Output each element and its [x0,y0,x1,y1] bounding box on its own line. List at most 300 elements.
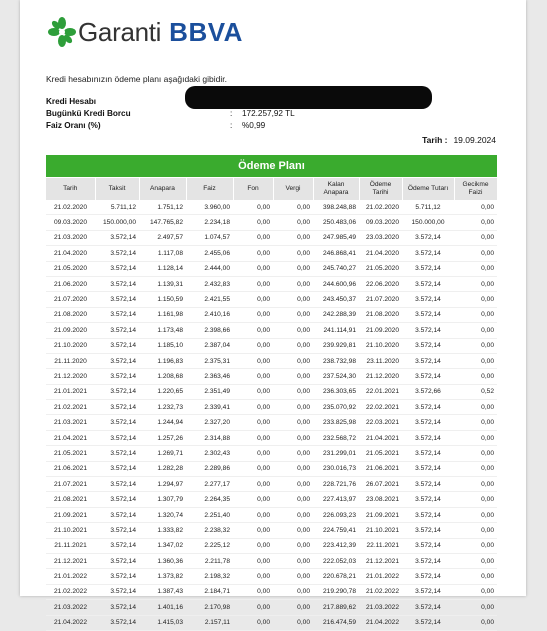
table-cell: 2.314,88 [186,430,233,445]
table-cell: 1.185,10 [139,338,186,353]
table-cell: 1.220,65 [139,384,186,399]
table-cell: 242.288,39 [313,307,359,322]
table-cell: 2.327,20 [186,415,233,430]
table-cell: 23.11.2020 [359,353,402,368]
table-cell: 3.572,14 [402,338,454,353]
table-cell: 216.474,59 [313,615,359,630]
table-cell: 3.572,14 [402,230,454,245]
table-row [46,430,497,445]
table-cell: 3.572,14 [95,600,139,615]
table-cell: 0,00 [273,446,313,461]
table-cell: 3.572,14 [402,553,454,568]
table-cell: 3.572,14 [95,461,139,476]
table-cell: 3.572,14 [402,292,454,307]
table-cell: 3.572,14 [402,461,454,476]
table-cell: 0,00 [233,230,273,245]
table-cell: 0,00 [273,353,313,368]
table-cell: 26.07.2021 [359,477,402,492]
table-cell: 1.751,12 [139,200,186,215]
table-cell: 0,00 [454,200,497,215]
table-cell: 21.04.2022 [46,615,95,630]
table-cell: 1.294,97 [139,477,186,492]
table-cell: 0,00 [454,523,497,538]
table-cell: 1.244,94 [139,415,186,430]
table-cell: 3.572,14 [95,430,139,445]
table-cell: 3.572,14 [95,384,139,399]
table-cell: 21.06.2021 [46,461,95,476]
table-cell: 0,00 [233,261,273,276]
table-cell: 0,00 [233,246,273,261]
table-cell: 0,00 [273,615,313,630]
table-cell: 21.02.2022 [46,584,95,599]
table-cell: 0,00 [454,338,497,353]
table-cell: 0,00 [454,307,497,322]
table-cell: 0,00 [273,553,313,568]
table-cell: 150.000,00 [95,215,139,230]
table-cell: 236.303,65 [313,384,359,399]
payment-plan-table [46,178,498,631]
table-row [46,369,497,384]
faiz-colon: : [230,121,233,130]
table-cell: 0,00 [233,415,273,430]
table-cell: 21.04.2021 [359,430,402,445]
table-cell: 1.139,31 [139,276,186,291]
table-cell: 227.413,97 [313,492,359,507]
table-row [46,307,497,322]
col-header: Anapara [139,178,186,200]
table-cell: 21.02.2022 [359,584,402,599]
garanti-bbva-logo [49,14,243,50]
table-cell: 1.401,16 [139,600,186,615]
table-cell: 0,00 [454,507,497,522]
table-cell: 2.497,57 [139,230,186,245]
table-cell: 3.572,14 [95,584,139,599]
table-cell: 222.052,03 [313,553,359,568]
table-cell: 223.412,39 [313,538,359,553]
table-row [46,261,497,276]
table-cell: 0,00 [454,430,497,445]
table-cell: 3.572,14 [402,538,454,553]
table-row [46,215,497,230]
table-row [46,292,497,307]
table-cell: 0,00 [233,507,273,522]
table-cell: 3.572,14 [95,230,139,245]
table-cell: 21.04.2022 [359,615,402,630]
table-cell: 3.572,14 [402,584,454,599]
table-cell: 0,00 [454,461,497,476]
plan-title-bar: Ödeme Planı [46,155,497,177]
table-cell: 2.289,86 [186,461,233,476]
table-cell: 1.128,14 [139,261,186,276]
table-cell: 0,00 [454,615,497,630]
table-cell: 0,00 [233,584,273,599]
table-cell: 226.093,23 [313,507,359,522]
table-cell: 232.568,72 [313,430,359,445]
table-cell: 0,00 [454,246,497,261]
table-cell: 243.450,37 [313,292,359,307]
table-cell: 250.483,06 [313,215,359,230]
table-cell: 0,00 [273,400,313,415]
table-cell: 1.196,83 [139,353,186,368]
table-cell: 21.09.2020 [46,323,95,338]
table-cell: 2.398,66 [186,323,233,338]
table-cell: 3.572,14 [95,477,139,492]
table-cell: 0,00 [233,461,273,476]
table-cell: 2.302,43 [186,446,233,461]
table-cell: 0,00 [273,492,313,507]
table-cell: 1.150,59 [139,292,186,307]
table-cell: 21.03.2022 [46,600,95,615]
table-cell: 21.02.2021 [46,400,95,415]
table-cell: 3.572,14 [95,276,139,291]
table-cell: 3.572,14 [402,600,454,615]
table-cell: 241.114,91 [313,323,359,338]
table-cell: 0,00 [233,400,273,415]
table-cell: 1.269,71 [139,446,186,461]
table-cell: 220.678,21 [313,569,359,584]
table-cell: 2.198,32 [186,569,233,584]
table-cell: 23.08.2021 [359,492,402,507]
table-cell: 22.11.2021 [359,538,402,553]
table-cell: 0,00 [273,369,313,384]
table-row [46,600,497,615]
table-row [46,538,497,553]
table-cell: 235.070,92 [313,400,359,415]
table-cell: 0,00 [273,415,313,430]
table-cell: 0,00 [233,384,273,399]
table-cell: 3.572,14 [95,538,139,553]
table-cell: 1.074,57 [186,230,233,245]
table-cell: 3.572,14 [402,507,454,522]
table-cell: 0,00 [454,446,497,461]
table-cell: 0,00 [273,230,313,245]
borc-value: 172.257,92 TL [242,109,295,118]
table-cell: 3.572,14 [95,400,139,415]
col-header: Taksit [95,178,139,200]
table-row [46,323,497,338]
table-cell: 2.410,16 [186,307,233,322]
table-row [46,400,497,415]
table-cell: 3.572,14 [95,523,139,538]
table-cell: 21.12.2020 [359,369,402,384]
table-cell: 21.02.2020 [46,200,95,215]
table-row [46,553,497,568]
date-value: 19.09.2024 [453,135,496,145]
table-cell: 3.572,14 [402,569,454,584]
table-body [46,200,497,630]
table-cell: 0,00 [454,584,497,599]
table-cell: 3.572,14 [402,477,454,492]
table-cell: 2.211,78 [186,553,233,568]
table-cell: 3.572,14 [402,446,454,461]
table-cell: 3.572,14 [95,507,139,522]
table-row [46,584,497,599]
col-header: Kalan Anapara [313,178,359,200]
table-cell: 3.572,14 [95,569,139,584]
table-cell: 238.732,98 [313,353,359,368]
table-cell: 3.572,14 [402,523,454,538]
table-cell: 21.02.2020 [359,200,402,215]
table-cell: 3.572,14 [402,369,454,384]
table-cell: 21.05.2020 [359,261,402,276]
table-cell: 2.387,04 [186,338,233,353]
table-cell: 21.01.2021 [46,384,95,399]
table-row [46,569,497,584]
table-cell: 1.333,82 [139,523,186,538]
table-cell: 0,00 [233,323,273,338]
table-cell: 0,52 [454,384,497,399]
table-cell: 1.373,82 [139,569,186,584]
table-cell: 0,00 [273,338,313,353]
table-cell: 0,00 [273,384,313,399]
table-cell: 0,00 [233,307,273,322]
table-cell: 0,00 [454,323,497,338]
table-cell: 3.572,14 [95,292,139,307]
table-cell: 1.360,36 [139,553,186,568]
table-cell: 1.232,73 [139,400,186,415]
table-cell: 0,00 [454,569,497,584]
col-header: Fon [233,178,273,200]
table-cell: 3.572,14 [95,261,139,276]
table-cell: 0,00 [273,430,313,445]
date-label: Tarih : [422,135,448,145]
table-cell: 3.572,66 [402,384,454,399]
table-cell: 2.455,06 [186,246,233,261]
table-cell: 1.347,02 [139,538,186,553]
table-cell: 3.572,14 [402,323,454,338]
table-cell: 0,00 [454,415,497,430]
table-cell: 147.765,82 [139,215,186,230]
table-cell: 0,00 [454,400,497,415]
table-cell: 219.290,78 [313,584,359,599]
table-cell: 1.282,28 [139,461,186,476]
table-cell: 3.572,14 [402,307,454,322]
table-cell: 1.320,74 [139,507,186,522]
table-cell: 21.08.2021 [46,492,95,507]
table-cell: 0,00 [454,261,497,276]
table-cell: 21.12.2020 [46,369,95,384]
table-cell: 0,00 [273,461,313,476]
table-cell: 247.985,49 [313,230,359,245]
table-cell: 0,00 [233,369,273,384]
table-cell: 21.11.2020 [46,353,95,368]
table-cell: 3.572,14 [402,492,454,507]
col-header: Gecikme Faizi [454,178,497,200]
col-header: Vergi [273,178,313,200]
table-cell: 1.173,48 [139,323,186,338]
kredi-hesabi-label: Kredi Hesabı [46,97,97,106]
table-row [46,415,497,430]
table-cell: 5.711,12 [402,200,454,215]
table-cell: 0,00 [233,492,273,507]
table-cell: 1.117,08 [139,246,186,261]
table-cell: 0,00 [454,369,497,384]
table-cell: 3.572,14 [95,446,139,461]
col-header: Ödeme Tutarı [402,178,454,200]
table-cell: 2.225,12 [186,538,233,553]
table-cell: 21.03.2021 [46,415,95,430]
table-cell: 0,00 [273,276,313,291]
col-header: Ödeme Tarihi [359,178,402,200]
table-cell: 2.238,32 [186,523,233,538]
table-cell: 244.600,96 [313,276,359,291]
table-cell: 3.572,14 [95,553,139,568]
table-cell: 21.09.2021 [359,507,402,522]
table-cell: 1.208,68 [139,369,186,384]
table-cell: 3.572,14 [402,415,454,430]
table-cell: 3.572,14 [95,369,139,384]
table-cell: 237.524,30 [313,369,359,384]
table-row [46,230,497,245]
table-cell: 2.339,41 [186,400,233,415]
table-cell: 0,00 [273,569,313,584]
table-cell: 21.08.2020 [359,307,402,322]
table-cell: 21.04.2020 [359,246,402,261]
table-cell: 239.929,81 [313,338,359,353]
table-cell: 0,00 [233,553,273,568]
table-cell: 3.572,14 [402,430,454,445]
table-cell: 22.03.2021 [359,415,402,430]
table-cell: 21.09.2020 [359,323,402,338]
table-cell: 21.05.2021 [359,446,402,461]
table-cell: 5.711,12 [95,200,139,215]
brand-garanti: Garanti [78,16,162,47]
table-cell: 3.572,14 [95,415,139,430]
table-cell: 21.10.2021 [359,523,402,538]
table-cell: 22.06.2020 [359,276,402,291]
table-cell: 21.01.2022 [359,569,402,584]
table-cell: 2.184,71 [186,584,233,599]
table-cell: 0,00 [273,584,313,599]
table-cell: 21.05.2020 [46,261,95,276]
borc-colon: : [230,109,233,118]
table-cell: 0,00 [273,600,313,615]
table-cell: 0,00 [233,353,273,368]
table-cell: 224.759,41 [313,523,359,538]
table-cell: 21.11.2021 [46,538,95,553]
table-cell: 0,00 [273,538,313,553]
faiz-label: Faiz Oranı (%) [46,121,101,130]
table-cell: 21.05.2021 [46,446,95,461]
table-cell: 3.572,14 [95,353,139,368]
table-cell: 21.06.2020 [46,276,95,291]
table-cell: 0,00 [454,276,497,291]
table-cell: 0,00 [273,261,313,276]
table-cell: 21.04.2021 [46,430,95,445]
table-cell: 233.825,98 [313,415,359,430]
table-cell: 0,00 [233,292,273,307]
table-cell: 0,00 [233,276,273,291]
table-cell: 2.432,83 [186,276,233,291]
table-cell: 3.572,14 [95,615,139,630]
table-cell: 150.000,00 [402,215,454,230]
table-cell: 3.572,14 [402,276,454,291]
table-cell: 21.10.2020 [359,338,402,353]
table-cell: 0,00 [273,246,313,261]
table-row [46,492,497,507]
table-cell: 0,00 [454,215,497,230]
table-cell: 21.12.2021 [46,553,95,568]
table-row [46,477,497,492]
table-cell: 2.170,98 [186,600,233,615]
table-cell: 3.572,14 [95,492,139,507]
table-cell: 2.277,17 [186,477,233,492]
table-cell: 0,00 [273,323,313,338]
table-row [46,246,497,261]
table-cell: 0,00 [233,477,273,492]
table-cell: 1.415,03 [139,615,186,630]
table-cell: 217.889,62 [313,600,359,615]
borc-label: Bugünkü Kredi Borcu [46,109,131,118]
table-cell: 0,00 [273,523,313,538]
table-cell: 0,00 [233,538,273,553]
table-row [46,446,497,461]
col-header: Tarih [46,178,95,200]
table-cell: 0,00 [454,292,497,307]
table-cell: 2.375,31 [186,353,233,368]
table-cell: 21.07.2020 [46,292,95,307]
table-cell: 2.351,49 [186,384,233,399]
table-cell: 0,00 [233,430,273,445]
date-line [422,135,496,145]
table-cell: 3.572,14 [402,400,454,415]
table-cell: 3.572,14 [402,246,454,261]
table-cell: 23.03.2020 [359,230,402,245]
table-cell: 246.868,41 [313,246,359,261]
table-cell: 0,00 [454,600,497,615]
table-cell: 1.161,98 [139,307,186,322]
table-cell: 0,00 [454,230,497,245]
table-cell: 2.251,40 [186,507,233,522]
table-cell: 21.08.2020 [46,307,95,322]
table-cell: 3.572,14 [95,323,139,338]
redaction-bar [185,86,432,109]
faiz-value: %0,99 [242,121,266,130]
table-row [46,276,497,291]
table-cell: 3.572,14 [402,353,454,368]
table-cell: 398.248,88 [313,200,359,215]
table-cell: 21.06.2021 [359,461,402,476]
table-cell: 0,00 [273,307,313,322]
table-cell: 0,00 [233,215,273,230]
table-cell: 2.444,00 [186,261,233,276]
table-cell: 1.387,43 [139,584,186,599]
table-row [46,461,497,476]
table-cell: 21.07.2021 [46,477,95,492]
table-cell: 21.10.2020 [46,338,95,353]
table-cell: 0,00 [454,553,497,568]
brand-bbva: BBVA [169,16,243,47]
table-header-row [46,178,497,200]
table-cell: 3.572,14 [95,246,139,261]
table-cell: 22.01.2021 [359,384,402,399]
table-cell: 21.03.2020 [46,230,95,245]
table-cell: 0,00 [233,615,273,630]
intro-text: Kredi hesabınızın ödeme planı aşağıdaki gibidir. [46,74,227,84]
table-cell: 21.10.2021 [46,523,95,538]
table-cell: 2.421,55 [186,292,233,307]
table-cell: 0,00 [273,507,313,522]
table-cell: 09.03.2020 [359,215,402,230]
table-cell: 3.572,14 [95,307,139,322]
table-row [46,384,497,399]
table-cell: 0,00 [233,338,273,353]
table-cell: 0,00 [273,477,313,492]
table-cell: 3.960,00 [186,200,233,215]
table-cell: 245.740,27 [313,261,359,276]
table-row [46,523,497,538]
table-cell: 21.04.2020 [46,246,95,261]
